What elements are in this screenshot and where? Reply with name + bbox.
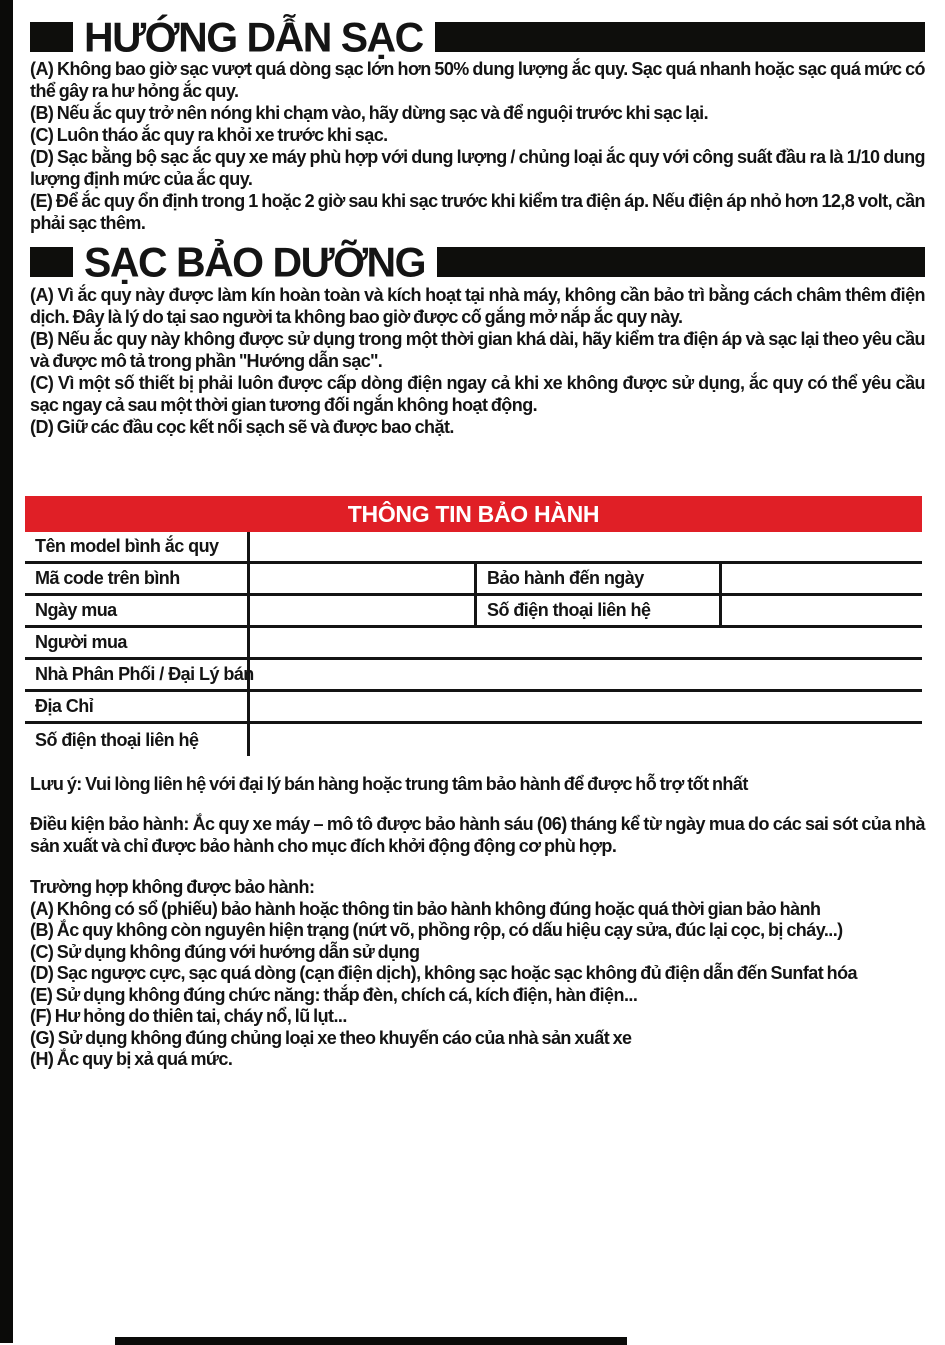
exclusion-item: (F) Hư hỏng do thiên tai, cháy nổ, lũ lụt... (30, 1006, 347, 1026)
warranty-table-title: THÔNG TIN BẢO HÀNH (25, 496, 922, 532)
row-value-blank (250, 724, 922, 756)
black-square-icon (30, 247, 73, 277)
paragraph: (D) Giữ các đầu cọc kết nối sạch sẽ và được bao chặt. (30, 417, 454, 437)
row-label: Bảo hành đến ngày (477, 564, 722, 593)
exclusions-title: Trường hợp không được bảo hành: (30, 877, 315, 897)
left-black-strip (0, 0, 13, 1343)
support-note: Lưu ý: Vui lòng liên hệ với đại lý bán hàng hoặc trung tâm bảo hành để được hỗ trợ tốt nhất (30, 774, 748, 794)
section-title-maintenance: SẠC BẢO DƯỠNG (84, 238, 426, 286)
exclusion-item: (E) Sử dụng không đúng chức năng: thắp đèn, chích cá, kích điện, hàn điện... (30, 984, 638, 1005)
paragraph: (D) Sạc bằng bộ sạc ắc quy xe máy phù hợp với dung lượng / chủng loại ắc quy với công suất đầu ra là 1/10 dung lượng định mức của ắc quy. (30, 147, 925, 189)
row-value-blank (250, 628, 922, 657)
row-value-blank (250, 660, 922, 689)
row-label: Mã code trên bình (25, 564, 250, 593)
row-label: Ngày mua (25, 596, 250, 625)
exclusion-item: (A) Không có sổ (phiếu) bảo hành hoặc thông tin bảo hành không đúng hoặc quá thời gian bảo hành (30, 898, 821, 919)
row-label: Địa Chỉ (25, 692, 250, 721)
black-square-icon (30, 22, 73, 52)
paragraph: (C) Vì một số thiết bị phải luôn được cấp dòng điện ngay cả khi xe không được sử dụng, ắc quy có thể yêu cầu sạc ngay cả sau một thời gian tương đối ngắn không hoạt động. (30, 373, 925, 415)
row-value-blank (722, 564, 922, 593)
row-label: Tên model bình ắc quy (25, 532, 250, 561)
row-value-blank (250, 564, 477, 593)
exclusion-item: (G) Sử dụng không đúng chủng loại xe theo khuyến cáo của nhà sản xuất xe (30, 1027, 632, 1048)
maintenance-paragraphs (30, 284, 925, 438)
exclusion-item: (H) Ắc quy bị xả quá mức. (30, 1049, 233, 1069)
paragraph: (B) Nếu ắc quy trở nên nóng khi chạm vào, hãy dừng sạc và để nguội trước khi sạc lại. (30, 103, 709, 123)
table-row-address (25, 692, 922, 724)
row-label: Số điện thoại liên hệ (25, 724, 250, 756)
row-label: Người mua (25, 628, 250, 657)
row-value-blank (250, 692, 922, 721)
exclusion-item: (D) Sạc ngược cực, sạc quá dòng (cạn điện dịch), không sạc hoặc sạc không đủ điện dẫn đến Sunfat hóa (30, 963, 857, 983)
section-title-charging: HƯỚNG DẪN SẠC (84, 13, 423, 61)
table-row-phone (25, 724, 922, 756)
warranty-conditions: Điều kiện bảo hành: Ắc quy xe máy – mô tô được bảo hành sáu (06) tháng kể từ ngày mua do các sai sót của nhà sản xuất và chỉ được bảo hành cho mục đích khởi động động cơ phù hợp. (30, 814, 925, 856)
warranty-exclusions (30, 877, 925, 1071)
paragraph: (A) Vì ắc quy này được làm kín hoàn toàn và kích hoạt tại nhà máy, không cần bảo trì bằng cách châm thêm điện dịch. Đây là lý do tại sao người ta không bao giờ được cố gắng mở nắp ắc quy này. (30, 285, 925, 327)
paragraph: (E) Để ắc quy ổn định trong 1 hoặc 2 giờ sau khi sạc trước khi kiểm tra điện áp. Nếu điện áp nhỏ hơn 12,8 volt, cần phải sạc thêm. (30, 191, 925, 233)
row-value-blank (722, 596, 922, 625)
section-header-maintenance (30, 238, 925, 286)
section-header-charging (30, 13, 925, 61)
table-row-model (25, 532, 922, 564)
table-row-code (25, 564, 922, 596)
paragraph: (B) Nếu ắc quy này không được sử dụng trong một thời gian khá dài, hãy kiểm tra điện áp và sạc lại theo yêu cầu và được mô tả trong phần ''Hướng dẫn sạc''. (30, 329, 925, 371)
paragraph: (A) Không bao giờ sạc vượt quá dòng sạc lớn hơn 50% dung lượng ắc quy. Sạc quá nhanh hoặc sạc quá mức có thể gây ra hư hỏng ắc quy. (30, 59, 925, 101)
bottom-black-bar (115, 1337, 627, 1345)
row-label: Nhà Phân Phối / Đại Lý bán (25, 660, 250, 689)
black-bar (437, 247, 925, 277)
row-label: Số điện thoại liên hệ (477, 596, 722, 625)
table-row-buyer (25, 628, 922, 660)
warranty-table (25, 496, 922, 756)
paragraph: (C) Luôn tháo ắc quy ra khỏi xe trước khi sạc. (30, 125, 388, 145)
exclusion-item: (C) Sử dụng không đúng với hướng dẫn sử dụng (30, 941, 420, 962)
row-value-blank (250, 596, 477, 625)
row-value-blank (250, 532, 922, 561)
exclusion-item: (B) Ắc quy không còn nguyên hiện trạng (nứt võ, phồng rộp, có dấu hiệu cạy sửa, đúc lại cọc, bị cháy...) (30, 920, 843, 940)
charging-paragraphs (30, 58, 925, 234)
black-bar (435, 22, 925, 52)
table-row-purchase-date (25, 596, 922, 628)
table-row-distributor (25, 660, 922, 692)
